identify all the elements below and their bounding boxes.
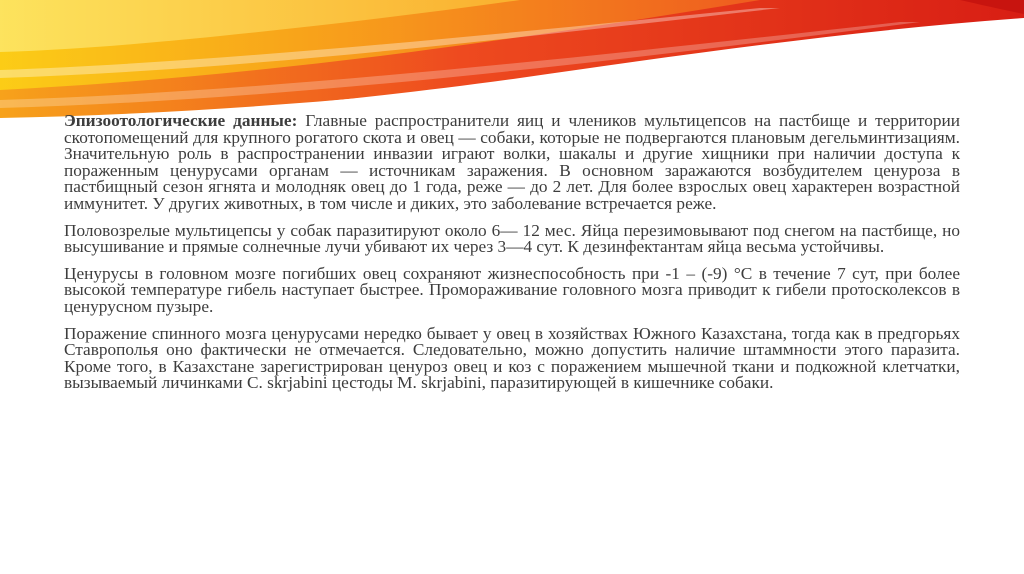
paragraph-coenurus-viability: Ценурусы в головном мозге погибших овец сохраняют жизнеспособность при -1 – (-9) °С в течение 7 сут, при более высокой температуре гибель наступает быстрее. Промораживание головного мозга приводит к гибели протосколексов в ценурусном пузыре. <box>64 263 960 316</box>
paragraph-multiceps-eggs: Половозрелые мультицепсы у собак паразитируют около 6— 12 мес. Яйца перезимовывают под снегом на пастбище, но высушивание и прямые солнечные лучи убивают их через 3—4 сут. К дезинфектантам яйца весьма устойчивы. <box>64 220 960 257</box>
paragraph-spinal-cord-lesions: Поражение спинного мозга ценурусами нередко бывает у овец в хозяйствах Южного Казахстана, тогда как в предгорьях Ставрополья оно фактически не отмечается. Следовательно, можно допустить наличие штаммности этого паразита. Кроме того, в Казахстане зарегистрирован ценуроз овец и коз с поражением мышечной ткани и подкожной клетчатки, вызываемый личинками С. skrjabini цестоды М. skrjabini, паразитирующей в кишечнике собаки. <box>64 323 960 393</box>
paragraph-text: Главные распространители яиц и члеников мультицепсов на пастбище и территории скотопомещений для крупного рогатого скота и овец — собаки, которые не подвергаются плановым дегельминтизациям. Значительную роль в распространении инвазии играют волки, шакалы и другие хищники при наличии доступа к пораженным ценурусами органам — источникам заражения. В основном заражаются возбудителем ценуроза в пастбищный сезон ягнята и молодняк овец до 1 года, реже — до 2 лет. Для более взрослых овец характерен возрастной иммунитет. У других животных, в том числе и диких, это заболевание встречается реже. <box>64 111 960 213</box>
paragraph-epizootology <box>64 113 960 213</box>
paragraph-lead-label: Эпизоотологические данные: <box>64 111 298 130</box>
body-text <box>64 113 960 402</box>
